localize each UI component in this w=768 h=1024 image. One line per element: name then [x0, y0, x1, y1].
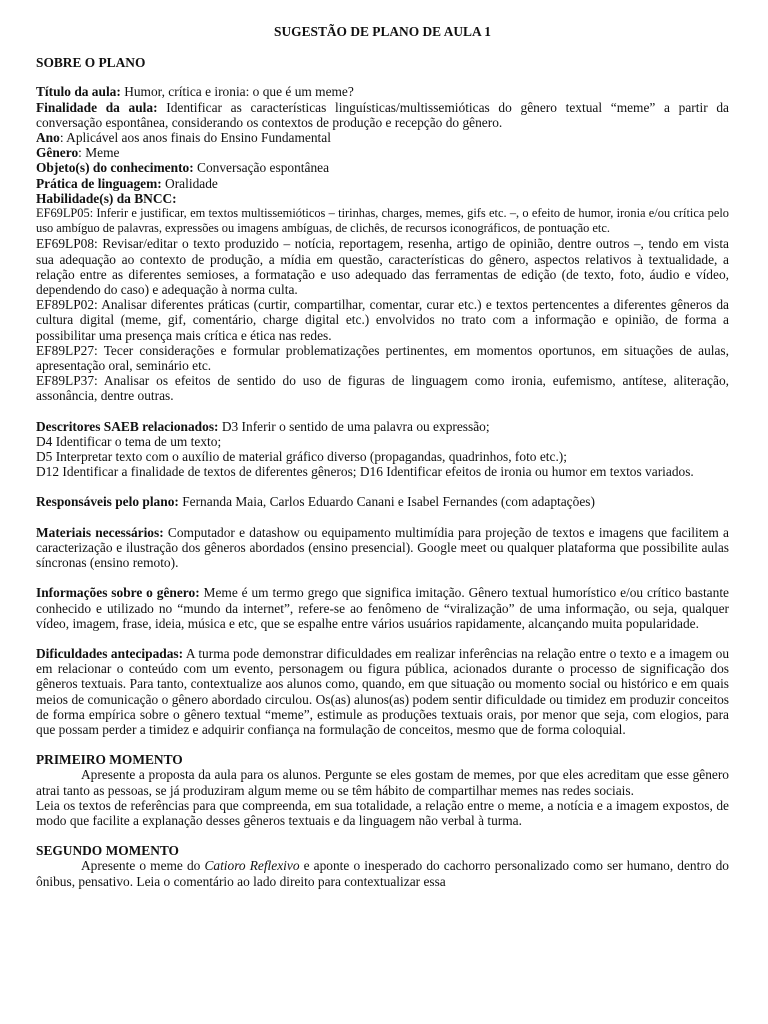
segundo-text-b: e aponte o inesperado do cachorro personalizado como ser humano, dentro do ônibus, pensativo. Leia o comentário ao lado direito para contextualizar essa: [36, 858, 729, 889]
materiais-label: Materiais necessários:: [36, 524, 164, 540]
habilidade-item: EF89LP02: Analisar diferentes práticas (curtir, compartilhar, comentar, curar etc.) e textos pertencentes a diferentes gêneros da cultura digital (meme, gif, comentário, charge digital etc.) envolvidos no trato com a informação e opinião, de forma a possibilitar uma presença mais crítica e ética nas redes.: [36, 297, 729, 343]
titulo-label: Título da aula:: [36, 84, 121, 100]
segundo-paragraph-1: [36, 858, 729, 888]
dificuldades-label: Dificuldades antecipadas:: [36, 645, 184, 661]
finalidade-value: Identificar as características linguísticas/multissemióticas do gênero textual “meme” a partir da conversação espontânea, considerando os contextos de produção e recepção do gênero.: [36, 99, 729, 130]
finalidade-line: [36, 100, 729, 130]
pratica-value: Oralidade: [161, 175, 218, 191]
genero-value: : Meme: [78, 145, 120, 161]
segundo-text-a: Apresente o meme do: [81, 858, 205, 874]
section-heading-segundo: SEGUNDO MOMENTO: [36, 843, 179, 859]
document-page: [36, 24, 729, 889]
ano-value: : Aplicável aos anos finais do Ensino Fundamental: [59, 130, 331, 146]
pratica-label: Prática de linguagem:: [36, 175, 162, 191]
primeiro-paragraph-1: Apresente a proposta da aula para os alunos. Pergunte se eles gostam de memes, por que eles acreditam que esse gênero atrai tanto as pessoas, se já produziram algum meme ou se têm hábito de compartilhar memes nas redes sociais.: [36, 767, 729, 798]
informacoes-label: Informações sobre o gênero:: [36, 585, 200, 601]
descritor-d4: D4 Identificar o tema de um texto;: [36, 433, 222, 449]
pratica-line: [36, 176, 729, 191]
materiais-paragraph: [36, 525, 729, 571]
informacoes-paragraph: [36, 585, 729, 631]
descritor-d12: D12 Identificar a finalidade de textos de diferentes gêneros; D16 Identificar efeitos de ironia ou humor em textos variados.: [36, 464, 694, 480]
titulo-value: Humor, crítica e ironia: o que é um meme?: [120, 84, 354, 100]
segundo-meme-name: Catioro Reflexivo: [204, 858, 300, 874]
dificuldades-paragraph: [36, 646, 729, 737]
ano-label: Ano: [36, 130, 60, 146]
primeiro-paragraph-2: Leia os textos de referências para que compreenda, em sua totalidade, a relação entre o meme, a notícia e a imagem expostos, de modo que facilite a explanação desses gêneros textuais e da linguagem não verbal à turma.: [36, 797, 729, 828]
page-title: SUGESTÃO DE PLANO DE AULA 1: [274, 24, 491, 39]
responsaveis-label: Responsáveis pelo plano:: [36, 494, 179, 510]
habilidade-item: EF89LP37: Analisar os efeitos de sentido do uso de figuras de linguagem como ironia, eufemismo, antítese, aliteração, assonância, dentre outras.: [36, 373, 729, 404]
habilidade-item: EF69LP08: Revisar/editar o texto produzido – notícia, reportagem, resenha, artigo de opinião, dentre outros –, tendo em vista sua adequação ao contexto de produção, a mídia em questão, características do gênero, aspectos relativos à textualidade, a relação entre as diferentes semioses, a formatação e uso adequado das ferramentas de edição (de texto, foto, áudio e vídeo, dependendo do caso) e adequação à norma culta.: [36, 236, 729, 298]
genero-label: Gênero: [36, 145, 79, 161]
titulo-line: [36, 84, 729, 99]
descritores-line: [36, 419, 729, 434]
materiais-value: Computador e datashow ou equipamento multimídia para projeção de textos e imagens que facilitem a caracterização e ilustração dos gêneros abordados (ensino presencial). Google meet ou qualquer plataforma que possibilite aulas síncronas (ensino remoto).: [36, 524, 729, 571]
descritor-d5: D5 Interpretar texto com o auxílio de material gráfico diverso (propagandas, quadrinhos, foto etc.);: [36, 449, 567, 465]
objeto-label: Objeto(s) do conhecimento:: [36, 160, 194, 176]
finalidade-label: Finalidade da aula:: [36, 99, 158, 115]
descritores-label: Descritores SAEB relacionados:: [36, 418, 219, 434]
section-heading-sobre: SOBRE O PLANO: [36, 55, 146, 71]
habilidade-item: EF69LP05: Inferir e justificar, em textos multissemióticos – tirinhas, charges, memes, gifs etc. –, o efeito de humor, ironia e/ou crítica pelo uso ambíguo de palavras, expressões ou imagens ambíguas, de clichês, de recursos iconográficos, de pontuação etc.: [36, 206, 729, 236]
section-heading-primeiro: PRIMEIRO MOMENTO: [36, 752, 183, 768]
habilidades-label: Habilidade(s) da BNCC:: [36, 190, 177, 206]
descritor-d3: D3 Inferir o sentido de uma palavra ou expressão;: [218, 418, 490, 434]
genero-line: [36, 145, 729, 160]
objeto-value: Conversação espontânea: [193, 160, 330, 176]
responsaveis-line: [36, 494, 729, 509]
habilidade-item: EF89LP27: Tecer considerações e formular problematizações pertinentes, em momentos oportunos, em situações de aulas, apresentação oral, seminário etc.: [36, 342, 729, 374]
responsaveis-value: Fernanda Maia, Carlos Eduardo Canani e Isabel Fernandes (com adaptações): [178, 494, 595, 510]
informacoes-value: Meme é um termo grego que significa imitação. Gênero textual humorístico e/ou crítico bastante conhecido e utilizado no “mundo da internet”, refere-se ao fenômeno de “viralização” de uma informação, ou seja, qualquer vídeo, imagem, frase, ideia, música e etc, que se espalhe entre vários usuários rapidamente, alcançando muita popularidade.: [36, 585, 729, 631]
ano-line: [36, 130, 729, 145]
objeto-line: [36, 160, 729, 175]
dificuldades-value: A turma pode demonstrar dificuldades em realizar inferências na relação entre o texto e a imagem ou em relacionar o conteúdo com um evento, personagem ou figura pública, acionados durante o processo de significação dos gêneros textuais. Para tanto, contextualize aos alunos como, quando, em que situação ou momento social ou histórico e em quais meios de comunicação o gênero abordado circulou. Os(as) alunos(as) podem sentir dificuldade ou timidez em produzir conceitos de forma empírica sobre o gênero textual “meme”, estimule as produções textuais orais, por menor que seja, com elogios, para que possam perder a timidez e adquirir confiança na formulação de conceitos, mesmo que de forma coloquial.: [36, 645, 730, 737]
